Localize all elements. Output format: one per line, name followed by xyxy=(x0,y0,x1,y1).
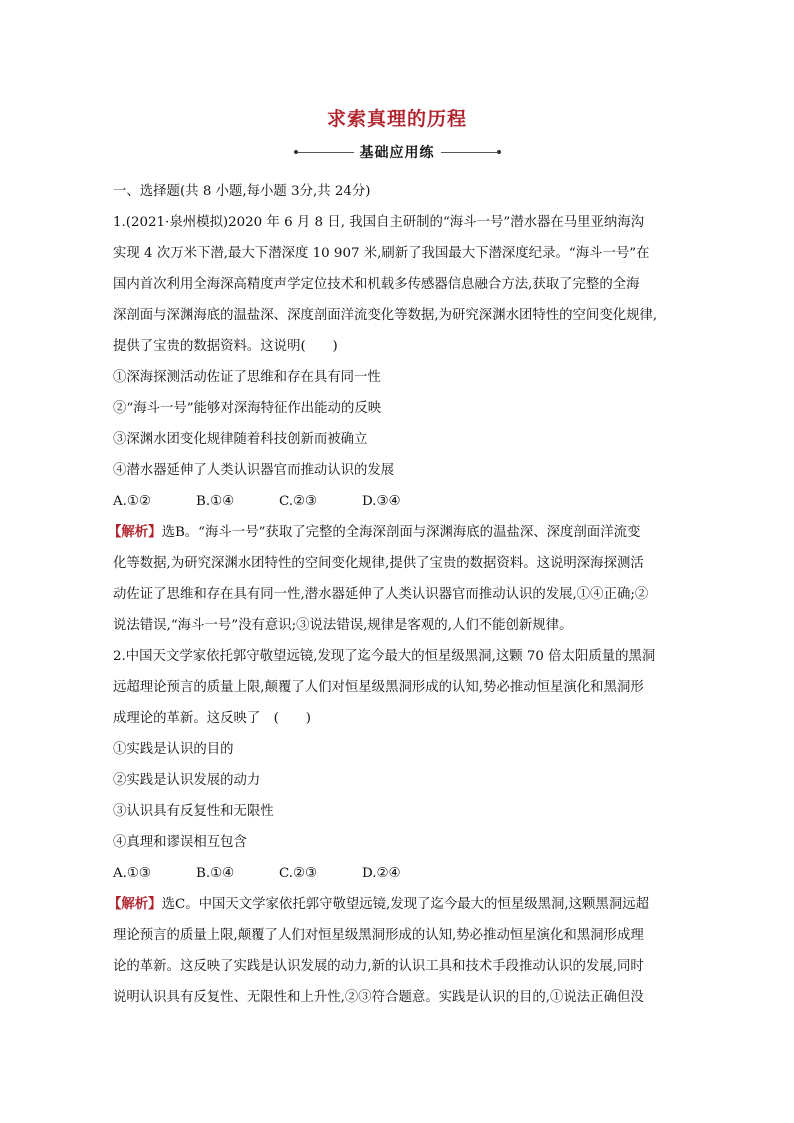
q2-analysis-line: 论的革新。这反映了实践是认识发展的动力,新的认识工具和技术手段推动认识的发展,同时 xyxy=(113,959,644,974)
q1-options xyxy=(113,486,683,517)
q1-analysis-line: 化等数据,为研究深渊水团特性的空间变化规律,提供了宝贵的数据资料。这说明深海探测活 xyxy=(113,556,644,571)
q1-item: ④潜水器延伸了人类认识器官而推动认识的发展 xyxy=(113,463,395,478)
section-rule-left xyxy=(294,150,354,154)
q1-analysis-line: 动佐证了思维和存在具有同一性,潜水器延伸了人类认识器官而推动认识的发展,①④正确;② xyxy=(113,587,649,602)
q2-analysis-first-line xyxy=(108,889,683,920)
section-header xyxy=(0,142,794,162)
q1-option-a: A.①② xyxy=(113,494,151,509)
q2-option-d: D.②④ xyxy=(362,866,401,881)
q2-item: ①实践是认识的目的 xyxy=(113,742,234,757)
document-content xyxy=(108,176,683,1013)
q1-option-d: D.③④ xyxy=(362,494,401,509)
q2-option-a: A.①③ xyxy=(113,866,151,881)
q2-item: ③认识具有反复性和无限性 xyxy=(113,804,274,819)
q1-stem-line: 国内首次利用全海深高精度声学定位技术和机载多传感器信息融合方法,获取了完整的全海 xyxy=(113,277,640,292)
section-intro: 一、选择题(共 8 小题,每小题 3分,共 24分) xyxy=(113,184,371,199)
q1-analysis-first-line xyxy=(108,517,683,548)
q1-analysis-line: 说法错误,“海斗一号”没有意识;③说法错误,规律是客观的,人们不能创新规律。 xyxy=(113,618,573,633)
q2-analysis-text: 选C。中国天文学家依托郭守敬望远镜,发现了迄今最大的恒星级黑洞,这颗黑洞远超 xyxy=(161,897,649,912)
q2-stem-line: 成理论的革新。这反映了 ( ) xyxy=(113,711,311,726)
section-label: 基础应用练 xyxy=(359,145,435,161)
q2-stem-line: 2.中国天文学家依托郭守敬望远镜,发现了迄今最大的恒星级黑洞,这颗 70 倍太阳质量的黑洞 xyxy=(113,649,656,664)
q2-analysis-tag: 【解析】 xyxy=(108,896,162,912)
q2-options xyxy=(113,858,683,889)
page-title: 求索真理的历程 xyxy=(326,108,467,130)
q2-option-c: C.②③ xyxy=(279,866,318,881)
q1-analysis-text: 选B。“海斗一号”获取了完整的全海深剖面与深渊海底的温盐深、深度剖面洋流变 xyxy=(161,525,641,540)
q1-item: ②“海斗一号”能够对深海特征作出能动的反映 xyxy=(113,401,382,416)
q1-analysis-tag: 【解析】 xyxy=(108,524,162,540)
q2-option-b: B.①④ xyxy=(196,866,235,881)
q1-item: ①深海探测活动佐证了思维和存在具有同一性 xyxy=(113,370,381,385)
q1-stem-line: 1.(2021·泉州模拟)2020 年 6 月 8 日, 我国自主研制的“海斗一号”潜水器在马里亚纳海沟 xyxy=(113,215,645,230)
q2-item: ④真理和谬误相互包含 xyxy=(113,835,247,850)
q1-stem-line: 提供了宝贵的数据资料。这说明( ) xyxy=(113,339,338,354)
q1-option-c: C.②③ xyxy=(279,494,318,509)
q2-analysis-line: 理论预言的质量上限,颠覆了人们对恒星级黑洞形成的认知,势必推动恒星演化和黑洞形成理 xyxy=(113,928,644,943)
q1-item: ③深渊水团变化规律随着科技创新而被确立 xyxy=(113,432,368,447)
q2-stem-line: 远超理论预言的质量上限,颠覆了人们对恒星级黑洞形成的认知,势必推动恒星演化和黑洞形 xyxy=(113,680,644,695)
section-rule-right xyxy=(441,150,501,154)
q1-stem-line: 深剖面与深渊海底的温盐深、深度剖面洋流变化等数据,为研究深渊水团特性的空间变化规律, xyxy=(113,308,658,323)
q2-analysis-line: 说明认识具有反复性、无限性和上升性,②③符合题意。实践是认识的目的,①说法正确但没 xyxy=(113,990,644,1005)
q1-option-b: B.①④ xyxy=(196,494,235,509)
q1-stem-line: 实现 4 次万米下潜,最大下潜深度 10 907 米,刷新了我国最大下潜深度纪录。“海斗一号”在 xyxy=(113,246,650,261)
q2-item: ②实践是认识发展的动力 xyxy=(113,773,261,788)
